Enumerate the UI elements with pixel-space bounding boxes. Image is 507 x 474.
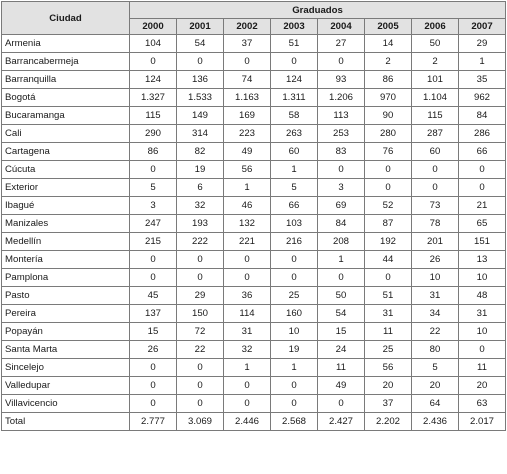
city-cell: Manizales [2,215,130,233]
value-cell: 54 [177,35,224,53]
value-cell: 1 [271,359,318,377]
value-cell: 103 [271,215,318,233]
value-cell: 201 [412,233,459,251]
value-cell: 90 [365,107,412,125]
value-cell: 78 [412,215,459,233]
city-cell: Exterior [2,179,130,197]
value-cell: 280 [365,125,412,143]
value-cell: 216 [271,233,318,251]
value-cell: 76 [365,143,412,161]
city-cell: Medellín [2,233,130,251]
table-body [2,35,506,431]
value-cell: 0 [318,161,365,179]
value-cell: 1.163 [224,89,271,107]
value-cell: 26 [130,341,177,359]
value-cell: 0 [271,53,318,71]
value-cell: 1.533 [177,89,224,107]
year-header-2005: 2005 [365,19,412,35]
value-cell: 0 [130,161,177,179]
value-cell: 0 [224,251,271,269]
value-cell: 287 [412,125,459,143]
value-cell: 150 [177,305,224,323]
value-cell: 19 [177,161,224,179]
value-cell: 51 [271,35,318,53]
value-cell: 2.568 [271,413,318,431]
value-cell: 5 [271,179,318,197]
value-cell: 0 [271,395,318,413]
city-cell: Pereira [2,305,130,323]
year-header-2003: 2003 [271,19,318,35]
value-cell: 31 [412,287,459,305]
city-cell: Popayán [2,323,130,341]
value-cell: 0 [224,377,271,395]
table-row [2,251,506,269]
value-cell: 0 [130,359,177,377]
value-cell: 1.311 [271,89,318,107]
value-cell: 124 [130,71,177,89]
value-cell: 21 [459,197,506,215]
value-cell: 46 [224,197,271,215]
value-cell: 66 [459,143,506,161]
city-cell: Pamplona [2,269,130,287]
value-cell: 223 [224,125,271,143]
value-cell: 2.446 [224,413,271,431]
city-cell: Valledupar [2,377,130,395]
value-cell: 2 [412,53,459,71]
value-cell: 22 [412,323,459,341]
value-cell: 29 [459,35,506,53]
value-cell: 115 [412,107,459,125]
value-cell: 14 [365,35,412,53]
table-row [2,53,506,71]
value-cell: 80 [412,341,459,359]
value-cell: 0 [412,179,459,197]
value-cell: 104 [130,35,177,53]
year-header-2000: 2000 [130,19,177,35]
value-cell: 66 [271,197,318,215]
city-cell: Bucaramanga [2,107,130,125]
city-cell: Cúcuta [2,161,130,179]
city-cell: Santa Marta [2,341,130,359]
value-cell: 132 [224,215,271,233]
table-row [2,215,506,233]
table-row [2,377,506,395]
value-cell: 221 [224,233,271,251]
value-cell: 208 [318,233,365,251]
value-cell: 970 [365,89,412,107]
value-cell: 115 [130,107,177,125]
value-cell: 2.436 [412,413,459,431]
value-cell: 64 [412,395,459,413]
value-cell: 86 [130,143,177,161]
graduates-table [1,1,506,431]
value-cell: 2.427 [318,413,365,431]
value-cell: 10 [459,323,506,341]
table-row [2,161,506,179]
value-cell: 0 [130,395,177,413]
value-cell: 35 [459,71,506,89]
value-cell: 83 [318,143,365,161]
value-cell: 0 [130,269,177,287]
value-cell: 114 [224,305,271,323]
value-cell: 1 [224,359,271,377]
value-cell: 0 [177,269,224,287]
value-cell: 31 [224,323,271,341]
value-cell: 37 [224,35,271,53]
value-cell: 5 [412,359,459,377]
city-cell: Villavicencio [2,395,130,413]
value-cell: 87 [365,215,412,233]
value-cell: 0 [459,341,506,359]
value-cell: 0 [177,395,224,413]
value-cell: 253 [318,125,365,143]
value-cell: 84 [318,215,365,233]
value-cell: 0 [365,161,412,179]
value-cell: 60 [271,143,318,161]
value-cell: 49 [318,377,365,395]
table-row [2,359,506,377]
table-row [2,89,506,107]
value-cell: 20 [459,377,506,395]
value-cell: 3 [318,179,365,197]
year-header-2007: 2007 [459,19,506,35]
value-cell: 0 [271,377,318,395]
value-cell: 1 [459,53,506,71]
table-row [2,323,506,341]
value-cell: 2.202 [365,413,412,431]
value-cell: 0 [318,269,365,287]
table-row [2,287,506,305]
value-cell: 29 [177,287,224,305]
value-cell: 1 [318,251,365,269]
city-cell: Ibagué [2,197,130,215]
value-cell: 10 [459,269,506,287]
value-cell: 1 [271,161,318,179]
table-row [2,35,506,53]
value-cell: 0 [271,251,318,269]
value-cell: 93 [318,71,365,89]
value-cell: 0 [318,53,365,71]
value-cell: 286 [459,125,506,143]
graduates-table-container [1,1,505,431]
value-cell: 84 [459,107,506,125]
value-cell: 65 [459,215,506,233]
year-header-2002: 2002 [224,19,271,35]
table-row [2,341,506,359]
value-cell: 3 [130,197,177,215]
city-cell: Barranquilla [2,71,130,89]
table-row [2,305,506,323]
value-cell: 0 [177,251,224,269]
city-cell: Montería [2,251,130,269]
value-cell: 26 [412,251,459,269]
value-cell: 193 [177,215,224,233]
value-cell: 86 [365,71,412,89]
value-cell: 6 [177,179,224,197]
value-cell: 27 [318,35,365,53]
value-cell: 151 [459,233,506,251]
value-cell: 15 [318,323,365,341]
city-cell: Cartagena [2,143,130,161]
value-cell: 32 [177,197,224,215]
value-cell: 11 [459,359,506,377]
value-cell: 314 [177,125,224,143]
value-cell: 25 [271,287,318,305]
value-cell: 0 [177,377,224,395]
table-row [2,125,506,143]
table-row [2,179,506,197]
value-cell: 19 [271,341,318,359]
value-cell: 0 [130,377,177,395]
value-cell: 56 [365,359,412,377]
city-column-header: Ciudad [2,2,130,35]
value-cell: 36 [224,287,271,305]
value-cell: 11 [318,359,365,377]
table-row [2,197,506,215]
value-cell: 0 [224,269,271,287]
value-cell: 50 [318,287,365,305]
value-cell: 101 [412,71,459,89]
value-cell: 60 [412,143,459,161]
value-cell: 73 [412,197,459,215]
value-cell: 45 [130,287,177,305]
value-cell: 15 [130,323,177,341]
city-cell: Sincelejo [2,359,130,377]
value-cell: 11 [365,323,412,341]
value-cell: 24 [318,341,365,359]
value-cell: 63 [459,395,506,413]
value-cell: 20 [365,377,412,395]
value-cell: 1.206 [318,89,365,107]
value-cell: 0 [365,179,412,197]
value-cell: 34 [412,305,459,323]
city-cell: Bogotá [2,89,130,107]
value-cell: 2 [365,53,412,71]
graduates-group-header: Graduados [130,2,506,19]
value-cell: 124 [271,71,318,89]
value-cell: 169 [224,107,271,125]
value-cell: 3.069 [177,413,224,431]
value-cell: 51 [365,287,412,305]
value-cell: 13 [459,251,506,269]
value-cell: 31 [459,305,506,323]
value-cell: 0 [271,269,318,287]
value-cell: 0 [130,251,177,269]
table-row [2,107,506,125]
value-cell: 37 [365,395,412,413]
year-header-2001: 2001 [177,19,224,35]
value-cell: 263 [271,125,318,143]
value-cell: 82 [177,143,224,161]
value-cell: 160 [271,305,318,323]
total-row [2,413,506,431]
city-cell: Cali [2,125,130,143]
value-cell: 0 [459,179,506,197]
table-row [2,395,506,413]
table-row [2,71,506,89]
table-row [2,269,506,287]
value-cell: 149 [177,107,224,125]
table-row [2,233,506,251]
value-cell: 0 [365,269,412,287]
value-cell: 48 [459,287,506,305]
city-cell: Total [2,413,130,431]
value-cell: 72 [177,323,224,341]
table-header [2,2,506,35]
value-cell: 0 [224,53,271,71]
value-cell: 25 [365,341,412,359]
value-cell: 215 [130,233,177,251]
value-cell: 56 [224,161,271,179]
value-cell: 113 [318,107,365,125]
value-cell: 5 [130,179,177,197]
city-cell: Pasto [2,287,130,305]
value-cell: 290 [130,125,177,143]
value-cell: 10 [271,323,318,341]
value-cell: 0 [177,53,224,71]
value-cell: 31 [365,305,412,323]
value-cell: 0 [459,161,506,179]
value-cell: 192 [365,233,412,251]
value-cell: 1.327 [130,89,177,107]
year-header-2004: 2004 [318,19,365,35]
value-cell: 0 [412,161,459,179]
value-cell: 22 [177,341,224,359]
city-cell: Armenia [2,35,130,53]
value-cell: 137 [130,305,177,323]
value-cell: 136 [177,71,224,89]
value-cell: 0 [130,53,177,71]
value-cell: 1 [224,179,271,197]
value-cell: 49 [224,143,271,161]
value-cell: 0 [224,395,271,413]
city-cell: Barrancabermeja [2,53,130,71]
value-cell: 2.017 [459,413,506,431]
value-cell: 52 [365,197,412,215]
value-cell: 58 [271,107,318,125]
value-cell: 962 [459,89,506,107]
value-cell: 2.777 [130,413,177,431]
value-cell: 74 [224,71,271,89]
table-row [2,143,506,161]
value-cell: 20 [412,377,459,395]
value-cell: 50 [412,35,459,53]
value-cell: 69 [318,197,365,215]
value-cell: 54 [318,305,365,323]
value-cell: 0 [177,359,224,377]
value-cell: 0 [318,395,365,413]
value-cell: 222 [177,233,224,251]
value-cell: 44 [365,251,412,269]
year-header-2006: 2006 [412,19,459,35]
value-cell: 32 [224,341,271,359]
value-cell: 10 [412,269,459,287]
value-cell: 247 [130,215,177,233]
value-cell: 1.104 [412,89,459,107]
